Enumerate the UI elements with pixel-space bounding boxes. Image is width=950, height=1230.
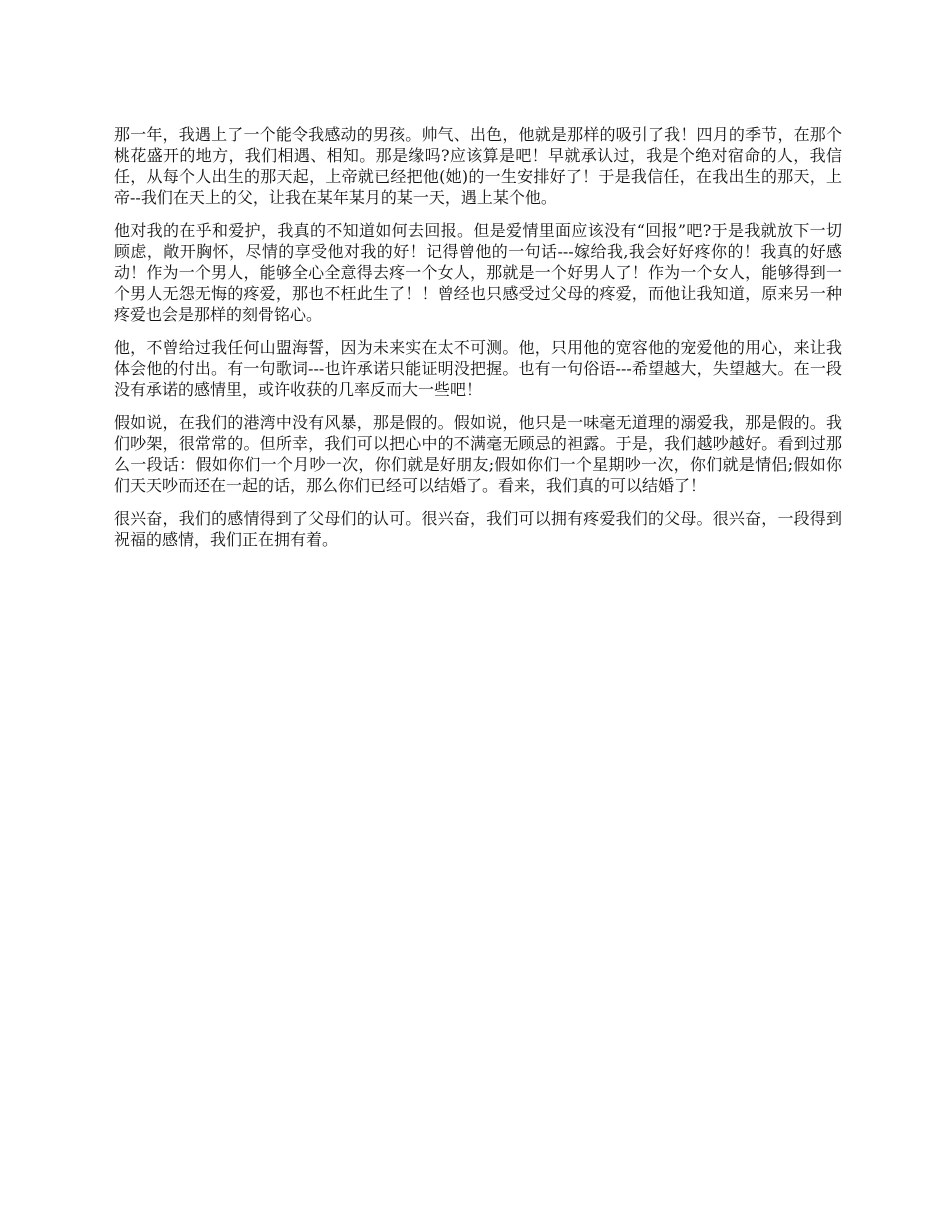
document-page xyxy=(114,124,842,562)
paragraph-5: 很兴奋，我们的感情得到了父母们的认可。很兴奋，我们可以拥有疼爱我们的父母。很兴奋，一段得到祝福的感情，我们正在拥有着。 xyxy=(114,509,842,549)
paragraph-3: 他，不曾给过我任何山盟海誓，因为未来实在太不可测。他，只用他的宽容他的宠爱他的用心，来让我体会他的付出。有一句歌词---也许承诺只能证明没把握。也有一句俗语---希望越大，失望越大。在一段没有承诺的感情里，或许收获的几率反而大一些吧！ xyxy=(114,338,842,399)
paragraph-4: 假如说，在我们的港湾中没有风暴，那是假的。假如说，他只是一味毫无道理的溺爱我，那是假的。我们吵架，很常常的。但所幸，我们可以把心中的不满毫无顾忌的袒露。于是，我们越吵越好。看到过那么一段话：假如你们一个月吵一次，你们就是好朋友;假如你们一个星期吵一次，你们就是情侣;假如你们天天吵而还在一起的话，那么你们已经可以结婚了。看来，我们真的可以结婚了！ xyxy=(114,413,842,495)
paragraph-2: 他对我的在乎和爱护，我真的不知道如何去回报。但是爱情里面应该没有“回报”吧?于是我就放下一切顾虑，敞开胸怀，尽情的享受他对我的好！记得曾他的一句话---嫁给我,我会好好疼你的！我真的好感动！作为一个男人，能够全心全意得去疼一个女人，那就是一个好男人了！作为一个女人，能够得到一个男人无怨无悔的疼爱，那也不枉此生了！！曾经也只感受过父母的疼爱，而他让我知道，原来另一种疼爱也会是那样的刻骨铭心。 xyxy=(114,221,842,324)
paragraph-1: 那一年，我遇上了一个能令我感动的男孩。帅气、出色，他就是那样的吸引了我！四月的季节，在那个桃花盛开的地方，我们相遇、相知。那是缘吗?应该算是吧！早就承认过，我是个绝对宿命的人，我信任，从每个人出生的那天起，上帝就已经把他(她)的一生安排好了！于是我信任，在我出生的那天，上帝--我们在天上的父，让我在某年某月的某一天，遇上某个他。 xyxy=(114,125,842,207)
